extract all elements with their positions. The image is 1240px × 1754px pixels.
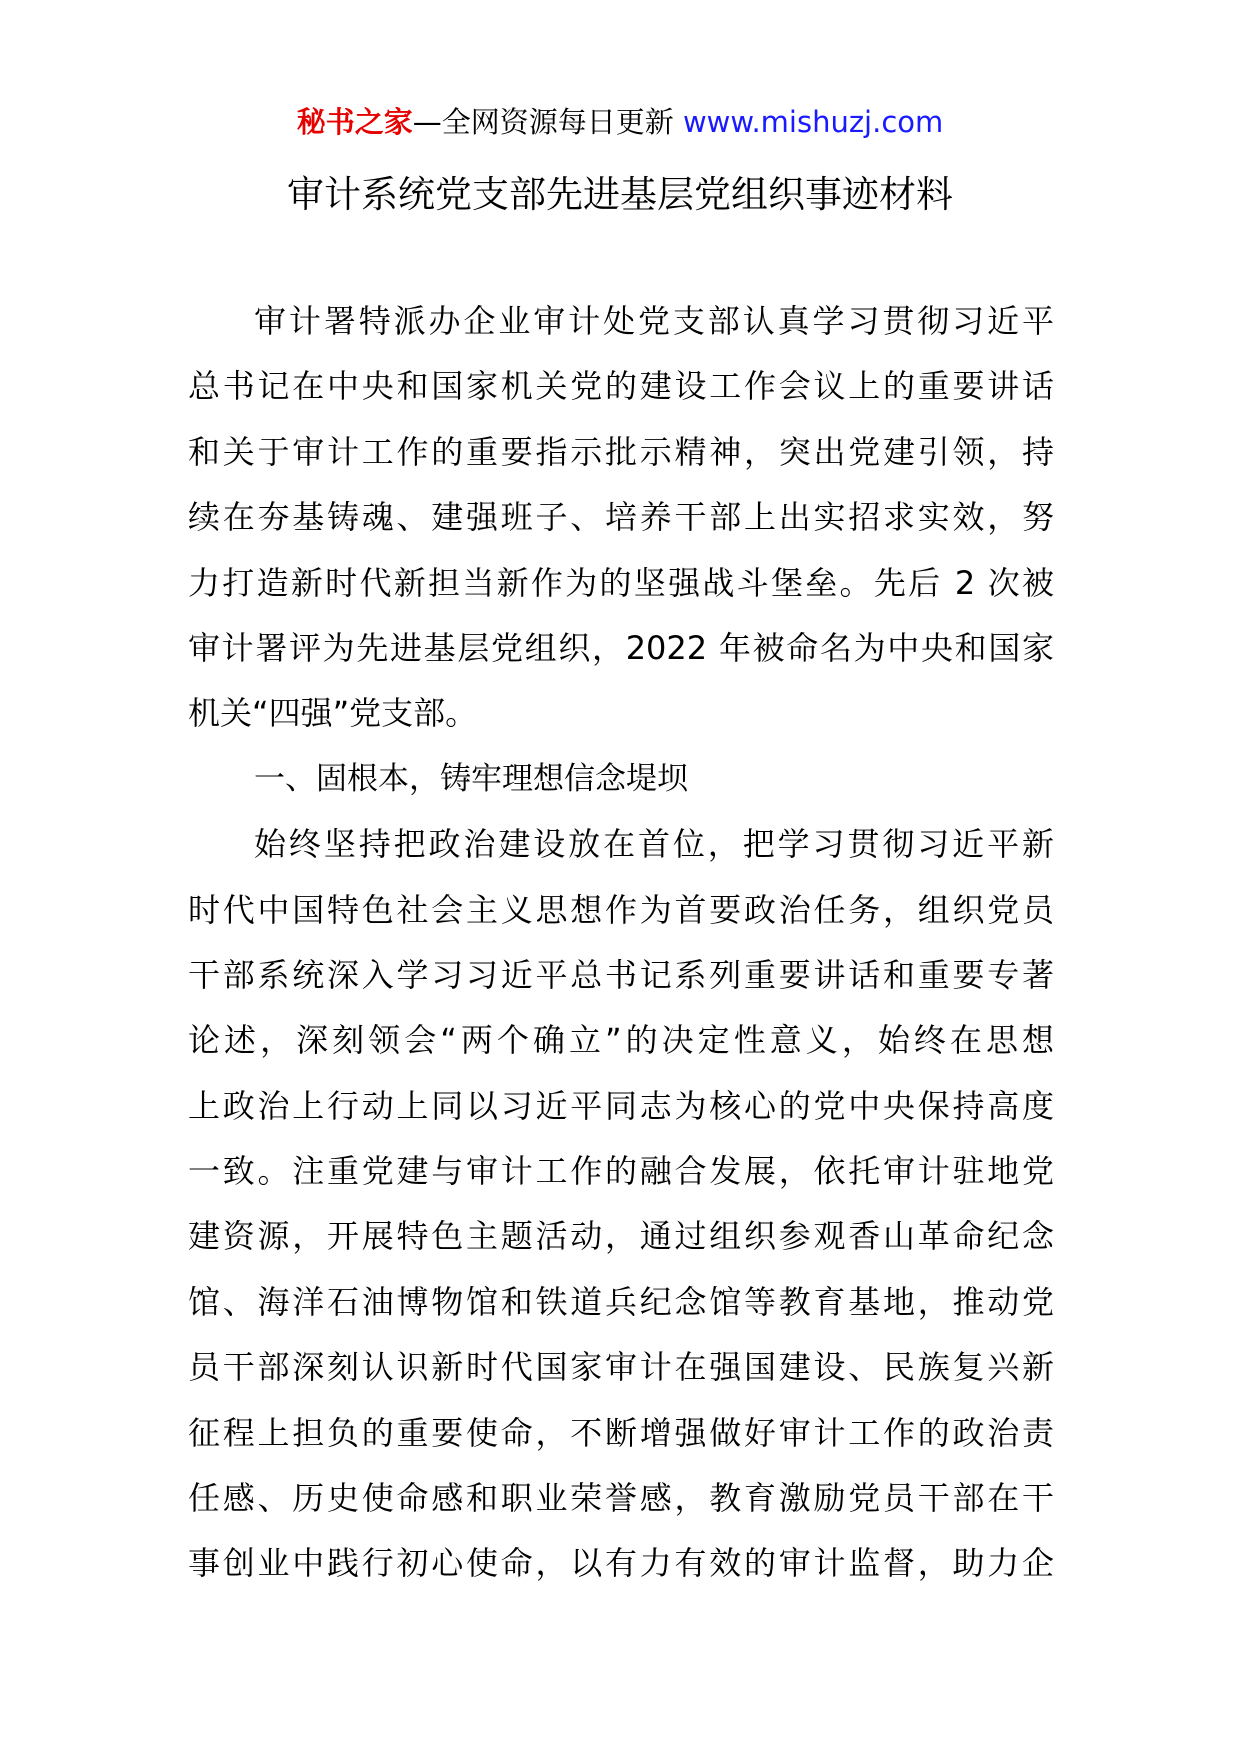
body-line: 始终坚持把政治建设放在首位，把学习贯彻习近平新 [254, 825, 1054, 864]
body-line: 员干部深刻认识新时代国家审计在强国建设、民族复兴新 [188, 1348, 1054, 1387]
document-title: 审计系统党支部先进基层党组织事迹材料 [287, 173, 953, 216]
body-line: 总书记在中央和国家机关党的建设工作会议上的重要讲话 [188, 367, 1054, 406]
site-url-link[interactable]: www.mishuzj.com [682, 105, 944, 139]
body-line: 审计署特派办企业审计处党支部认真学习贯彻习近平 [254, 302, 1054, 340]
body-line: 上政治上行动上同以习近平同志为核心的党中央保持高度 [188, 1086, 1054, 1125]
body-line: 力打造新时代新担当新作为的坚强战斗堡垒。先后 2 次被 [188, 563, 1054, 602]
body-line: 时代中国特色社会主义思想作为首要政治任务，组织党员 [188, 890, 1054, 929]
section-heading: 一、固根本，铸牢理想信念堤坝 [254, 760, 688, 797]
site-header [0, 102, 1240, 142]
body-line: 机关“四强”党支部。 [188, 694, 478, 733]
body-line: 续在夯基铸魂、建强班子、培养干部上出实招求实效，努 [188, 498, 1054, 537]
site-tagline: —全网资源每日更新 [412, 105, 683, 139]
body-line: 论述，深刻领会“两个确立”的决定性意义，始终在思想 [188, 1021, 1054, 1060]
body-line: 一致。注重党建与审计工作的融合发展，依托审计驻地党 [188, 1152, 1054, 1191]
body-line: 干部系统深入学习习近平总书记系列重要讲话和重要专著 [188, 955, 1054, 994]
body-line: 审计署评为先进基层党组织，2022 年被命名为中央和国家 [188, 628, 1054, 667]
body-line: 征程上担负的重要使命，不断增强做好审计工作的政治责 [188, 1413, 1054, 1452]
body-line: 任感、历史使命感和职业荣誉感，教育激励党员干部在干 [188, 1479, 1054, 1518]
body-line: 事创业中践行初心使命，以有力有效的审计监督，助力企 [188, 1544, 1054, 1583]
body-line: 馆、海洋石油博物馆和铁道兵纪念馆等教育基地，推动党 [188, 1282, 1054, 1321]
body-line: 和关于审计工作的重要指示批示精神，突出党建引领，持 [188, 432, 1054, 471]
body-line: 建资源，开展特色主题活动，通过组织参观香山革命纪念 [188, 1217, 1054, 1256]
site-brand: 秘书之家 [296, 105, 413, 139]
document-body [188, 289, 1054, 1597]
